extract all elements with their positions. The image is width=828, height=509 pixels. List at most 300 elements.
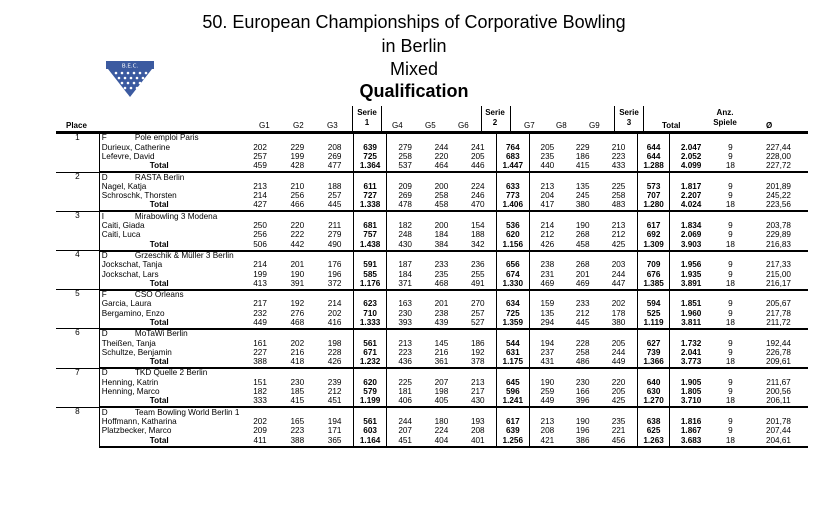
score-cell: 231: [540, 269, 555, 279]
player-name: Platzbecker, Marco: [99, 427, 241, 436]
score-cell: 640: [637, 378, 670, 387]
empty-cell: [279, 134, 316, 144]
empty-cell: [749, 368, 808, 378]
score-cell: 445: [565, 319, 600, 329]
player-name: Henning, Marco: [99, 388, 241, 397]
city-subtitle: in Berlin: [381, 36, 447, 56]
score-cell: 258: [398, 151, 412, 161]
score-cell: 166: [575, 387, 590, 397]
empty-cell: [637, 368, 670, 378]
serie3-header-divider: [614, 106, 615, 133]
score-cell: 209: [253, 426, 267, 436]
score-cell: 623: [354, 300, 387, 309]
score-cell: 244: [611, 347, 626, 357]
total-label: Total: [99, 279, 241, 289]
score-cell: 217: [470, 387, 485, 397]
score-cell: 268: [575, 260, 590, 270]
col-g7: G7: [524, 121, 535, 130]
score-cell: 205: [611, 338, 626, 348]
score-cell: 727: [354, 192, 387, 201]
score-cell: 1.935: [680, 269, 702, 279]
score-cell: 224: [470, 181, 485, 191]
category-subtitle: Mixed: [389, 59, 438, 79]
score-cell: 244: [611, 269, 626, 279]
score-cell: 220: [434, 151, 449, 161]
score-cell: 269: [327, 151, 342, 161]
score-cell: 220: [290, 221, 305, 231]
score-cell: 456: [600, 436, 637, 446]
score-cell: 210: [290, 181, 305, 191]
score-cell: 627: [637, 339, 670, 348]
score-cell: 1.256: [496, 436, 529, 446]
col-serie2: Serie 2: [485, 108, 505, 127]
score-cell: 213: [253, 181, 267, 191]
score-cell: 1.309: [637, 240, 670, 250]
score-cell: 707: [637, 192, 670, 201]
score-cell: 2.069: [680, 230, 702, 240]
score-cell: 235: [611, 416, 626, 426]
score-cell: 431: [529, 358, 565, 368]
empty-cell: [279, 329, 316, 339]
col-g8: G8: [556, 121, 567, 130]
score-cell: 227,44: [765, 142, 791, 152]
score-cell: 1.241: [496, 397, 529, 407]
empty-cell: [387, 329, 424, 339]
country-code: F: [99, 134, 133, 144]
score-cell: 4.024: [670, 201, 712, 211]
score-cell: 135: [575, 181, 590, 191]
total-label: Total: [99, 358, 241, 368]
empty-cell: [387, 172, 424, 182]
score-cell: 2.047: [680, 142, 702, 152]
score-cell: 196: [327, 269, 342, 279]
score-cell: 426: [529, 240, 565, 250]
score-cell: 611: [354, 182, 387, 191]
score-cell: 145: [434, 338, 449, 348]
score-cell: 3.683: [670, 436, 712, 446]
score-cell: 391: [279, 279, 316, 289]
score-cell: 190: [575, 416, 590, 426]
score-cell: 1.156: [496, 240, 529, 250]
club-name: Pole emploi Paris: [134, 133, 199, 143]
score-cell: 3.773: [670, 358, 712, 368]
score-cell: 154: [470, 221, 485, 231]
score-cell: 258: [611, 191, 626, 201]
score-cell: 238: [540, 260, 555, 270]
club-name: CSO Orleans: [134, 290, 184, 300]
score-cell: 342: [460, 240, 497, 250]
score-cell: 676: [637, 270, 670, 279]
score-cell: 442: [279, 240, 316, 250]
score-cell: 202: [327, 308, 342, 318]
place-number: 6: [75, 328, 80, 338]
score-cell: 181: [398, 387, 412, 397]
score-cell: 1.164: [354, 436, 387, 446]
score-cell: 1.176: [354, 279, 387, 289]
score-cell: 202: [253, 416, 267, 426]
team-header-row: [56, 172, 808, 182]
score-cell: 527: [460, 319, 497, 329]
score-cell: 248: [398, 230, 412, 240]
score-cell: 182: [398, 221, 412, 231]
score-cell: 9: [728, 387, 733, 397]
score-cell: 200: [434, 181, 449, 191]
score-cell: 209,61: [749, 358, 808, 368]
score-cell: 279: [327, 230, 342, 240]
score-cell: 180: [434, 416, 449, 426]
score-cell: 1.270: [637, 397, 670, 407]
score-cell: 269: [398, 191, 412, 201]
team-total-row: [56, 201, 808, 211]
score-cell: 151: [253, 377, 267, 387]
col-g2: G2: [293, 121, 304, 130]
place-number: 3: [75, 210, 80, 220]
score-cell: 208: [470, 426, 485, 436]
score-cell: 204,61: [749, 436, 808, 446]
team-total-row: [56, 162, 808, 172]
serie2-header-divider: [510, 106, 511, 133]
score-cell: 464: [423, 162, 459, 172]
score-cell: 18: [712, 240, 749, 250]
empty-cell: [496, 172, 529, 182]
score-cell: 9: [728, 269, 733, 279]
score-cell: 208: [327, 142, 342, 152]
score-cell: 206,11: [749, 397, 808, 407]
score-cell: 725: [354, 153, 387, 162]
empty-cell: [565, 329, 600, 339]
club-name: Team Bowling World Berlin 1: [134, 407, 240, 417]
score-cell: 245: [575, 191, 590, 201]
score-cell: 1.960: [680, 308, 702, 318]
score-cell: 221: [611, 426, 626, 436]
score-cell: 235: [540, 151, 555, 161]
score-cell: 388: [241, 358, 278, 368]
score-cell: 447: [600, 279, 637, 289]
score-cell: 603: [354, 427, 387, 436]
score-cell: 1.359: [496, 319, 529, 329]
score-cell: 207: [398, 426, 412, 436]
score-cell: 257: [327, 191, 342, 201]
score-cell: 436: [387, 358, 424, 368]
score-cell: 229: [575, 142, 590, 152]
empty-cell: [423, 368, 459, 378]
player-name: Theißen, Tanja: [99, 339, 241, 348]
col-average: Ø: [766, 121, 773, 130]
score-cell: 228: [575, 338, 590, 348]
score-cell: 1.817: [680, 181, 702, 191]
score-cell: 211: [328, 221, 342, 231]
score-cell: 1.905: [680, 377, 702, 387]
score-cell: 250: [253, 221, 267, 231]
score-cell: 255: [470, 269, 485, 279]
score-cell: 226,78: [765, 347, 791, 357]
svg-text:B.E.C.: B.E.C.: [121, 63, 139, 70]
score-cell: 4.099: [670, 162, 712, 172]
score-cell: 683: [496, 153, 529, 162]
score-cell: 773: [496, 192, 529, 201]
score-cell: 459: [241, 162, 278, 172]
player-name: Durieux, Catherine: [99, 143, 241, 152]
score-cell: 470: [460, 201, 497, 211]
score-cell: 645: [496, 378, 529, 387]
score-cell: 709: [637, 261, 670, 270]
score-cell: 372: [316, 279, 354, 289]
player-name: Jockschat, Tanja: [99, 261, 241, 270]
empty-cell: [354, 134, 387, 144]
score-cell: 757: [354, 231, 387, 240]
empty-cell: [565, 172, 600, 182]
empty-cell: [565, 368, 600, 378]
score-cell: 186: [575, 151, 590, 161]
score-cell: 198: [434, 387, 449, 397]
serie1-header-divider: [352, 106, 353, 133]
empty-cell: [241, 172, 278, 182]
score-cell: 230: [290, 377, 305, 387]
score-cell: 241: [470, 142, 485, 152]
score-cell: 361: [423, 358, 459, 368]
score-cell: 216: [434, 347, 449, 357]
score-cell: 165: [290, 416, 305, 426]
score-cell: 426: [316, 358, 354, 368]
score-cell: 213: [470, 377, 485, 387]
player-row: [56, 261, 808, 270]
score-cell: 213: [398, 338, 412, 348]
score-cell: 184: [434, 230, 449, 240]
country-code: D: [99, 368, 133, 378]
score-cell: 186: [470, 338, 485, 348]
score-cell: 671: [354, 349, 387, 358]
score-cell: 192: [290, 299, 305, 309]
score-cell: 2.052: [680, 151, 702, 161]
empty-cell: [387, 368, 424, 378]
score-cell: 233: [434, 260, 449, 270]
score-cell: 227: [253, 347, 267, 357]
score-cell: 428: [279, 162, 316, 172]
score-cell: 440: [529, 162, 565, 172]
score-cell: 246: [470, 191, 485, 201]
club-name: Grzeschik & Müller 3 Berlin: [134, 250, 234, 260]
score-cell: 9: [728, 338, 733, 348]
score-cell: 561: [354, 339, 387, 348]
score-cell: 411: [241, 436, 278, 446]
score-cell: 18: [712, 279, 749, 289]
empty-cell: [565, 134, 600, 144]
player-row: [56, 231, 808, 240]
empty-cell: [600, 329, 637, 339]
score-cell: 1.199: [354, 397, 387, 407]
country-code: I: [99, 211, 133, 221]
score-cell: 188: [470, 230, 485, 240]
score-cell: 9: [728, 377, 733, 387]
score-cell: 365: [316, 436, 354, 446]
serie1-header-divider: [381, 106, 382, 133]
score-cell: 18: [712, 319, 749, 329]
score-cell: 404: [423, 436, 459, 446]
score-cell: 233: [575, 299, 590, 309]
total-label: Total: [99, 162, 241, 172]
score-cell: 1.366: [637, 358, 670, 368]
score-cell: 211,67: [766, 377, 791, 387]
score-cell: 227,72: [749, 162, 808, 172]
score-cell: 18: [712, 358, 749, 368]
score-cell: 378: [460, 358, 497, 368]
score-cell: 205,67: [765, 299, 791, 309]
col-g9: G9: [589, 121, 600, 130]
score-cell: 617: [496, 418, 529, 427]
score-cell: 214: [253, 191, 267, 201]
bec-logo: [106, 61, 154, 99]
score-cell: 425: [600, 240, 637, 250]
score-cell: 207: [434, 377, 449, 387]
score-cell: 205: [470, 151, 485, 161]
place-number: 7: [75, 367, 80, 377]
serie3-header-divider: [643, 106, 644, 133]
empty-cell: [529, 134, 565, 144]
empty-cell: [279, 368, 316, 378]
player-name: Jockschat, Lars: [99, 270, 241, 279]
empty-cell: [749, 172, 808, 182]
score-cell: 537: [387, 162, 424, 172]
team-total-row: [56, 436, 808, 446]
score-cell: 478: [387, 201, 424, 211]
score-cell: 449: [600, 358, 637, 368]
score-cell: 216,17: [749, 279, 808, 289]
score-cell: 386: [565, 436, 600, 446]
score-cell: 446: [460, 162, 497, 172]
score-cell: 3.891: [670, 279, 712, 289]
empty-cell: [496, 134, 529, 144]
score-cell: 212: [540, 230, 555, 240]
score-cell: 384: [423, 240, 459, 250]
score-cell: 617: [637, 222, 670, 231]
score-cell: 245,22: [765, 191, 791, 201]
score-cell: 634: [496, 300, 529, 309]
score-cell: 656: [496, 261, 529, 270]
score-cell: 573: [637, 182, 670, 191]
score-cell: 18: [712, 162, 749, 172]
score-cell: 276: [290, 308, 305, 318]
empty-cell: [241, 368, 278, 378]
score-cell: 427: [241, 201, 278, 211]
score-cell: 413: [241, 279, 278, 289]
score-cell: 3.710: [670, 397, 712, 407]
score-cell: 1.956: [680, 260, 702, 270]
score-cell: 9: [728, 221, 733, 231]
score-cell: 380: [565, 201, 600, 211]
score-cell: 217,78: [765, 308, 791, 318]
score-cell: 209: [398, 181, 412, 191]
score-cell: 256: [253, 230, 267, 240]
empty-cell: [529, 368, 565, 378]
score-cell: 210: [611, 142, 626, 152]
score-cell: 380: [600, 319, 637, 329]
score-cell: 212: [575, 308, 590, 318]
score-cell: 458: [565, 240, 600, 250]
score-cell: 161: [253, 338, 267, 348]
col-place: Place: [66, 121, 87, 130]
empty-cell: [637, 172, 670, 182]
score-cell: 205: [540, 142, 555, 152]
score-cell: 135: [540, 308, 555, 318]
score-cell: 207,44: [765, 426, 791, 436]
score-cell: 445: [316, 201, 354, 211]
club-name: MoTaWi Berlin: [134, 329, 188, 339]
col-anz-spiele: Anz. Spiele: [713, 108, 737, 127]
score-cell: 625: [637, 427, 670, 436]
empty-cell: [600, 134, 637, 144]
score-cell: 18: [712, 436, 749, 446]
empty-cell: [712, 329, 749, 339]
total-label: Total: [99, 397, 241, 407]
score-cell: 230: [398, 308, 412, 318]
score-cell: 192,44: [765, 338, 791, 348]
score-cell: 201: [575, 269, 590, 279]
empty-cell: [460, 172, 497, 182]
serie2-header-divider: [481, 106, 482, 133]
score-cell: 222: [290, 230, 305, 240]
score-cell: 258: [575, 347, 590, 357]
score-cell: 18: [712, 201, 749, 211]
player-name: Caiti, Giada: [99, 222, 241, 231]
score-cell: 188: [327, 181, 342, 191]
player-name: Bergamino, Enzo: [99, 309, 241, 318]
score-cell: 9: [728, 230, 733, 240]
score-cell: 217: [253, 299, 267, 309]
score-cell: 1.805: [680, 387, 702, 397]
score-cell: 203,78: [765, 221, 791, 231]
total-label: Total: [99, 436, 241, 446]
col-g1: G1: [259, 121, 270, 130]
score-cell: 371: [387, 279, 424, 289]
score-cell: 258: [434, 191, 449, 201]
place-number: 4: [75, 250, 80, 260]
score-cell: 466: [279, 201, 316, 211]
score-cell: 201: [434, 299, 449, 309]
score-cell: 190: [575, 221, 590, 231]
score-cell: 594: [637, 300, 670, 309]
score-cell: 223: [611, 151, 626, 161]
score-cell: 236: [470, 260, 485, 270]
score-cell: 9: [728, 191, 733, 201]
score-cell: 3.811: [670, 319, 712, 329]
score-cell: 270: [470, 299, 485, 309]
score-cell: 639: [354, 143, 387, 152]
score-cell: 483: [600, 201, 637, 211]
score-cell: 223: [398, 347, 412, 357]
country-code: D: [99, 407, 133, 417]
score-cell: 171: [327, 426, 342, 436]
score-cell: 223: [290, 426, 305, 436]
score-cell: 406: [387, 397, 424, 407]
empty-cell: [749, 134, 808, 144]
score-cell: 213: [540, 181, 555, 191]
score-cell: 196: [575, 426, 590, 436]
score-cell: 9: [728, 142, 733, 152]
empty-cell: [712, 134, 749, 144]
score-cell: 544: [496, 339, 529, 348]
team-total-row: [56, 397, 808, 407]
score-cell: 229,89: [765, 230, 791, 240]
score-cell: 184: [398, 269, 412, 279]
score-cell: 214: [253, 260, 267, 270]
score-cell: 468: [423, 279, 459, 289]
score-cell: 490: [316, 240, 354, 250]
empty-cell: [354, 329, 387, 339]
round-title: Qualification: [359, 81, 469, 101]
score-cell: 212: [327, 387, 342, 397]
empty-cell: [749, 329, 808, 339]
score-cell: 3.903: [670, 240, 712, 250]
